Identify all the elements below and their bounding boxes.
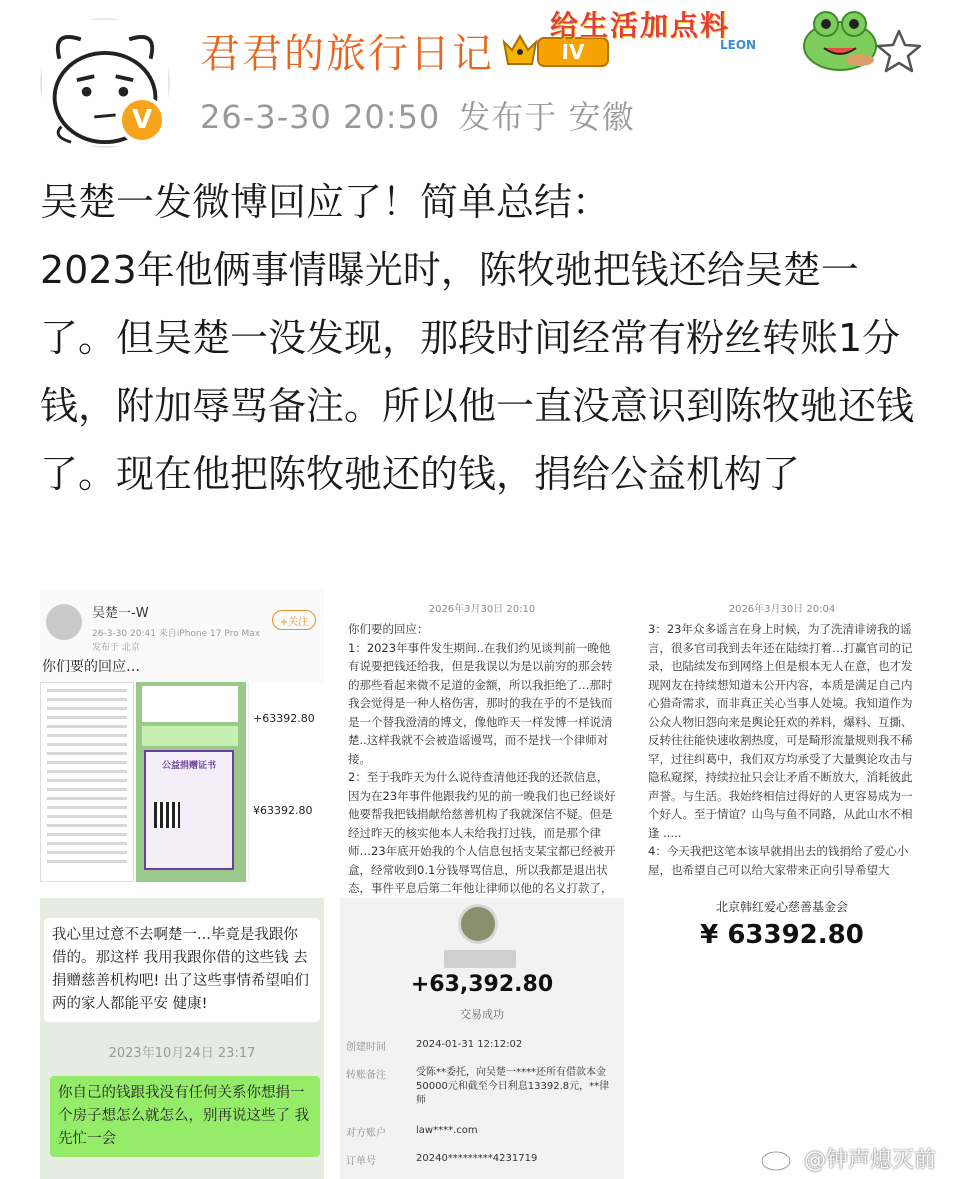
screenshot-text: 你们要的回应： 1：2023年事件发生期间..在我们约见谈判前一晚他有说要把钱还给我，但是我误以为是以前穷的那会转的那些看起来微不足道的金额，所以我拒绝了…那时我会觉得是一种人格伤害，那时的我在乎的不是钱而是一个替我澄清的博文，像他昨天一样发博一样说清楚..这样我就不会被造谣谩骂，而不是找一个律师对接。 2：至于我昨天为什么说待查清他还我的还款信息，因为在23年事件他跟我约见的前一晚我们也已经谈好他要帮我把钱捐献给慈善机构了我就深信不疑。但是经过昨天的核实他本人未给我打过钱，而是那个律师…23年底开始我的个人信息包括支某宝都已经被开盒，经常收到0.1分钱辱骂信息，所以我都是退出状态，事件平息后第二年他让律师以他的名义打款了，: [348, 622, 616, 895]
svg-text:IV: IV: [561, 40, 585, 64]
blurred-name: [444, 950, 516, 968]
image-4-chat-screenshot[interactable]: [40, 898, 324, 1179]
certificate-title: 公益捐赠证书: [161, 761, 216, 771]
thumb-amount-1: +63392.80: [253, 712, 315, 725]
chat-timestamp: 2023年10月24日 23:17: [108, 1046, 256, 1061]
username[interactable]: 君君的旅行日记: [200, 31, 494, 77]
screenshot-date: 2026年3月30日 20:10: [428, 604, 536, 615]
qr-code-icon: [154, 802, 180, 828]
tx-row-note: 转账备注 受陈**委托，向吴楚一****还所有借款本金50000元和截至今日利息13392.8元，**律师: [346, 1067, 610, 1106]
mini-avatar: [46, 604, 82, 640]
chat-bubble-sent: 你自己的钱跟我没有任何关系你想捐一个房子想怎么就怎么，别再说这些了 我先忙一会: [50, 1076, 320, 1157]
mini-post-title: 你们要的回应…: [42, 659, 140, 675]
image-5-transaction-screenshot[interactable]: [340, 898, 624, 1179]
image-grid: [40, 590, 924, 1179]
tx-row-order: 订单号 20240*********4231719: [346, 1153, 538, 1167]
post-meta: [200, 92, 634, 138]
decoration-sticker: [550, 4, 780, 64]
sticker-text: 给生活加点料: [550, 9, 731, 42]
image-1-weibo-screenshot[interactable]: [40, 590, 324, 882]
mini-username: 吴楚一-W: [92, 606, 149, 621]
frog-sticker-icon: [790, 2, 890, 72]
favorite-star-icon[interactable]: [876, 28, 922, 74]
image-3-text-screenshot[interactable]: [640, 590, 924, 882]
post-body-text: 吴楚一发微博回应了！简单总结： 2023年他俩事情曝光时，陈牧驰把钱还给吴楚一了。但吴楚一没发现，那段时间经常有粉丝转账1分钱，附加辱骂备注。所以他一直没意识到陈牧驰还钱了。现在他把陈牧驰还的钱，捐给公益机构了: [40, 180, 915, 496]
screenshot-date: 2026年3月30日 20:04: [728, 604, 836, 615]
verified-badge-icon: V: [118, 96, 166, 144]
payer-avatar-icon: [458, 904, 498, 944]
document-thumbnail: [40, 682, 134, 882]
mini-meta: 26-3-30 20:41 来自iPhone 17 Pro Max: [92, 629, 261, 639]
image-2-text-screenshot[interactable]: [340, 590, 624, 895]
payment-amount: ¥ 63392.80: [700, 920, 864, 950]
screenshot-text: 3：23年众多谣言在身上时候，为了洗清诽谤我的谣言，很多官司我到去年还在陆续打着…打赢官司的记录，也陆续发布到网络上但是根本无人在意，也才发现网友在持续想知道未公开内容，本质是满足自己内心猎奇需求，而非真正关心当事人处境。我知道作为公众人物旧怨向来是舆论狂欢的养料，爆料、互撕、反转往往能快速收割热度，可是畸形流量规则我不稀罕，过往纠葛中，我们双方均承受了大量舆论攻击与隐私窥探，持续拉扯只会让矛盾不断放大，消耗彼此声誉。与生活。我始终相信过得好的人更容易成为一个好人。至于情谊？山鸟与鱼不同路，从此山水不相逢 ..... 4：今天我把这笔本该早就捐出去的钱捐给了爱心小屋，也希望自己可以给大家带来正向引导希望大: [648, 622, 913, 877]
weibo-watermark: [760, 1140, 960, 1176]
sticker-sub: LEON: [720, 38, 757, 52]
post-time: 26-3-30 20:50: [200, 98, 441, 136]
transaction-status: 交易成功: [460, 1008, 504, 1021]
follow-button: +关注: [272, 610, 316, 630]
watermark-text: @钟声熄灭前: [804, 1147, 937, 1173]
tx-row-time: 创建时间 2024-01-31 12:12:02: [346, 1039, 523, 1053]
donation-certificate: [144, 750, 234, 870]
thumb-amount-2: ¥63392.80: [253, 804, 313, 817]
transaction-amount: +63,392.80: [410, 972, 554, 997]
post-header: [0, 0, 960, 160]
tx-row-account: 对方账户 law****.com: [346, 1125, 478, 1139]
payment-thumbnail: [248, 682, 324, 882]
weibo-logo-icon: [760, 1144, 798, 1172]
image-6-payment-screenshot[interactable]: [640, 898, 924, 1179]
charity-org-name: 北京韩红爱心慈善基金会: [715, 900, 848, 914]
post-location: 发布于 安徽: [458, 98, 635, 136]
mini-location: 发布于 北京: [92, 643, 140, 653]
chat-bubble-received: 我心里过意不去啊楚一...毕竟是我跟你借的。那这样 我用我跟你借的这些钱 去捐赠慈善机构吧! 出了这些事情希望咱们两的家人都能平安 健康!: [44, 918, 320, 1022]
